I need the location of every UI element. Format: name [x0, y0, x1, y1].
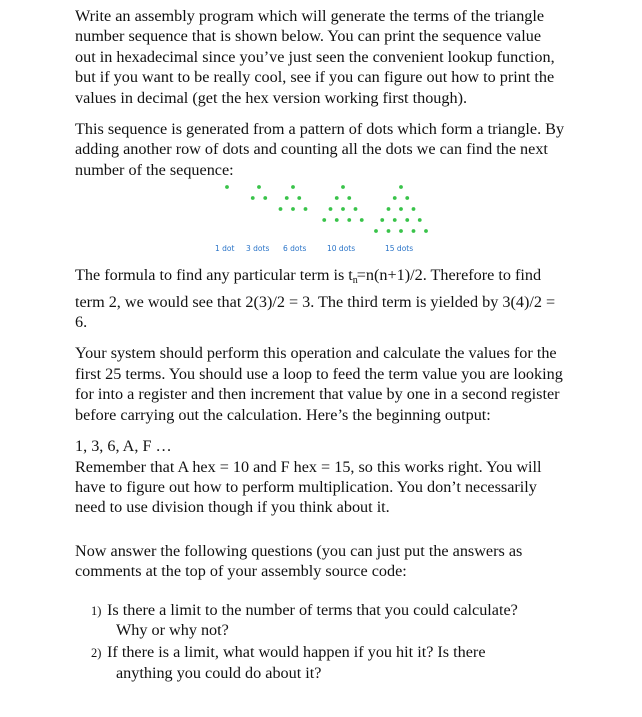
triangle-5-dot [405, 196, 409, 200]
triangle-3-dot [279, 207, 283, 211]
caption-5: 15 dots [385, 244, 414, 254]
triangle-4-dot [335, 196, 339, 200]
triangle-4-dot [335, 218, 339, 222]
triangle-4-dot [329, 207, 333, 211]
triangle-5-dot [393, 196, 397, 200]
question-number: 1) [91, 603, 102, 618]
triangle-4-dot [347, 196, 351, 200]
triangle-3-dot [291, 207, 295, 211]
triangle-5-dot [374, 229, 378, 233]
caption-4: 10 dots [327, 244, 356, 254]
triangle-2-dot [263, 196, 267, 200]
remember-paragraph: Remember that A hex = 10 and F hex = 15, so this works right. You will have to figure out how to perform multiplication. You don’t necessarily need to use division though if you think about it. [75, 457, 542, 517]
triangle-3-dot [304, 207, 308, 211]
triangle-5-dot [412, 207, 416, 211]
question-item [75, 600, 565, 641]
question-item [75, 642, 565, 683]
question-line-1: Is there a limit to the number of terms that you could calculate? [107, 600, 518, 619]
triangle-5-dot [405, 218, 409, 222]
triangle-5-dot [399, 185, 403, 189]
triangle-dots-svg [75, 182, 565, 260]
triangle-4-dot [347, 218, 351, 222]
triangle-5-dot [387, 229, 391, 233]
triangle-5-dot [424, 229, 428, 233]
question-line-2: Why or why not? [116, 620, 229, 639]
triangle-2-dot [251, 196, 255, 200]
questions-intro: Now answer the following questions (you can just put the answers as comments at the top of your assembly source code: [75, 541, 523, 581]
output-sequence: 1, 3, 6, A, F … [75, 437, 172, 456]
formula-text-pre: The formula to find any particular term is t [75, 266, 353, 285]
triangle-5-dot [393, 218, 397, 222]
questions-list [75, 600, 565, 684]
question-line-2: anything you could do about it? [116, 663, 322, 682]
triangle-3-dot [297, 196, 301, 200]
triangle-5-dot [380, 218, 384, 222]
caption-3: 6 dots [283, 244, 307, 254]
triangle-5-dot [418, 218, 422, 222]
triangle-2-dot [257, 185, 261, 189]
document-page [75, 6, 565, 685]
question-number: 2) [91, 646, 102, 661]
pattern-paragraph: This sequence is generated from a pattern of dots which form a triangle. By adding another row of dots and counting all the dots we can find the next number of the sequence: [75, 120, 565, 179]
question-text [107, 600, 565, 641]
triangle-3-dot [291, 185, 295, 189]
triangle-5-dot [412, 229, 416, 233]
intro-paragraph: Write an assembly program which will generate the terms of the triangle number sequence that is shown below. You can print the sequence value out in hexadecimal since you’ve just seen the convenient lookup function, but if you want to be really cool, see if you can figure out how to print the values in decimal (get the hex version working first though). [75, 7, 555, 107]
question-text [107, 642, 565, 683]
triangle-5-dot [399, 229, 403, 233]
system-paragraph: Your system should perform this operation and calculate the values for the first 25 terms. You should use a loop to feed the term value you are looking for into a register and then increment that value by one in a second register before carrying out the calculation. Here’s the beginning output: [75, 344, 563, 424]
triangle-5-dot [399, 207, 403, 211]
caption-1: 1 dot [215, 244, 235, 254]
triangle-4-dot [360, 218, 364, 222]
triangle-1-dot [225, 185, 229, 189]
triangle-4-dot [341, 207, 345, 211]
triangle-4-dot [341, 185, 345, 189]
triangle-4-dot [354, 207, 358, 211]
dots-layer [225, 185, 428, 233]
captions-layer [215, 244, 413, 253]
formula-paragraph [75, 265, 565, 332]
formula-subscript: n [352, 275, 358, 287]
question-line-1: If there is a limit, what would happen if you hit it? Is there [107, 643, 486, 662]
triangle-4-dot [322, 218, 326, 222]
triangle-dots-figure [75, 182, 565, 260]
formula-text-post: =n(n+1)/2. Therefore to find term 2, we would see that 2(3)/2 = 3. The third term is yielded by 3(4)/2 = 6. [75, 266, 556, 332]
caption-2: 3 dots [246, 244, 270, 254]
triangle-3-dot [285, 196, 289, 200]
triangle-5-dot [387, 207, 391, 211]
